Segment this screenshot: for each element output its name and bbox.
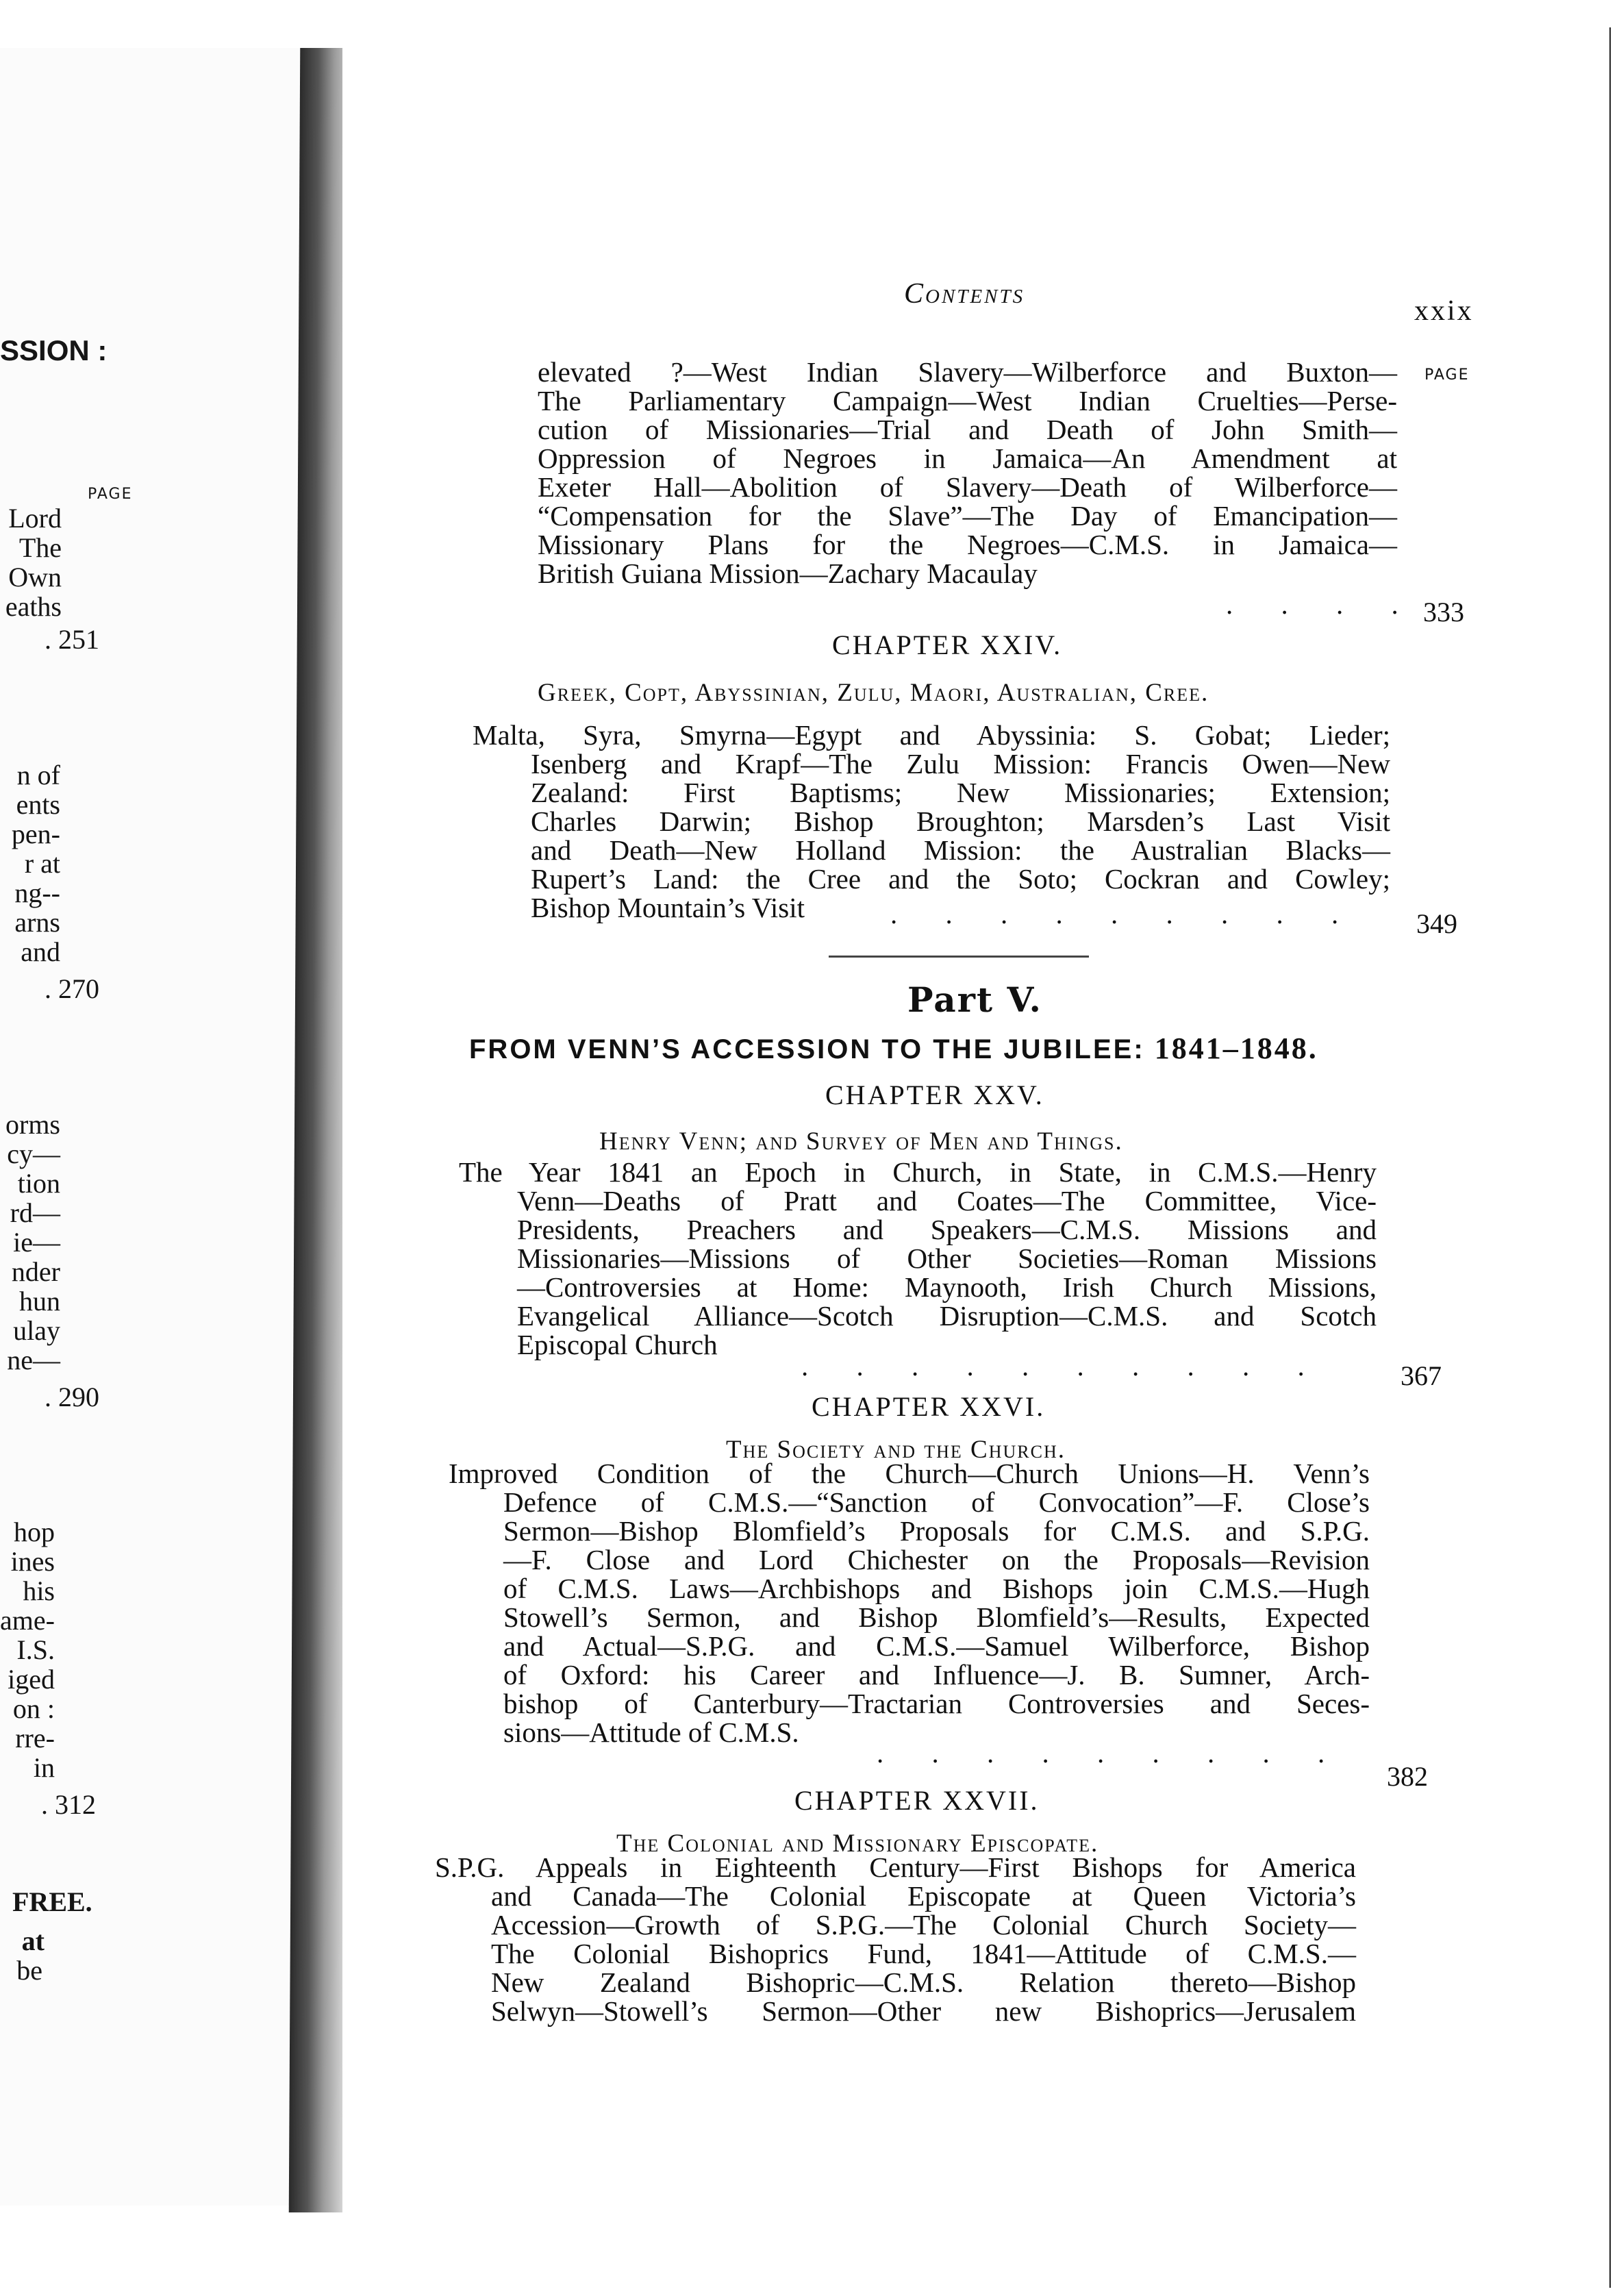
toc-entry-xxv xyxy=(459,1158,1377,1359)
left-line: Lord xyxy=(8,503,62,534)
left-line: and xyxy=(21,936,60,967)
chapter-heading: CHAPTER XXIV. xyxy=(832,629,1063,660)
page-column-label: PAGE xyxy=(1425,366,1470,384)
chapter-subtitle: Greek, Copt, Abyssinian, Zulu, Maori, Australian, Cree. xyxy=(538,679,1209,707)
part-label: Part V. xyxy=(907,979,1042,1020)
toc-line: cution of Missionaries—Trial and Death of John Smith— xyxy=(538,414,1397,445)
section-divider xyxy=(829,956,1089,958)
toc-line: Episcopal Church xyxy=(517,1329,718,1360)
left-line: tion xyxy=(17,1168,60,1199)
toc-line: —Controversies at Home: Maynooth, Irish Church Missions, xyxy=(517,1271,1377,1303)
left-line: nder xyxy=(11,1256,60,1287)
running-header-page-number: xxix xyxy=(1414,295,1474,327)
left-line: ame- xyxy=(0,1605,55,1636)
left-line: orms xyxy=(5,1109,60,1140)
left-heading-fragment: SSION : xyxy=(0,334,108,366)
toc-line: Exeter Hall—Abolition of Slavery—Death of Wilberforce— xyxy=(538,471,1397,503)
left-line: hun xyxy=(19,1286,60,1317)
toc-line: The Parliamentary Campaign—West Indian Cruelties—Perse- xyxy=(538,385,1397,416)
left-line: pen- xyxy=(11,819,60,849)
toc-line: New Zealand Bishopric—C.M.S. Relation thereto—Bishop xyxy=(491,1967,1356,1998)
toc-line: Sermon—Bishop Blomfield’s Proposals for C.M.S. and S.P.G. xyxy=(503,1515,1370,1547)
toc-line: and Death—New Holland Mission: the Australian Blacks— xyxy=(531,834,1390,866)
toc-line: The Colonial Bishoprics Fund, 1841—Attitude of C.M.S.— xyxy=(491,1938,1356,1969)
left-line: arns xyxy=(14,907,60,938)
toc-line: Defence of C.M.S.—“Sanction of Convocation”—F. Close’s xyxy=(503,1486,1370,1518)
toc-entry-xxvi xyxy=(449,1459,1370,1747)
left-page-number: . 312 xyxy=(41,1789,96,1820)
left-line: at xyxy=(21,1925,45,1956)
left-line: cy— xyxy=(7,1138,60,1169)
chapter-subtitle: The Society and the Church. xyxy=(726,1436,1066,1464)
toc-line: Oppression of Negroes in Jamaica—An Amendment at xyxy=(538,442,1397,474)
chapter-heading: CHAPTER XXVI. xyxy=(812,1391,1046,1422)
toc-line: Missionary Plans for the Negroes—C.M.S. in Jamaica— xyxy=(538,529,1397,560)
left-line: ie— xyxy=(13,1227,60,1258)
toc-line: Zealand: First Baptisms; New Missionaries; Extension; xyxy=(531,777,1390,808)
toc-line: Malta, Syra, Smyrna—Egypt and Abyssinia: S. Gobat; Lieder; xyxy=(473,719,1390,751)
toc-line: sions—Attitude of C.M.S. xyxy=(503,1717,799,1748)
toc-line: bishop of Canterbury—Tractarian Controversies and Seces- xyxy=(503,1688,1370,1719)
part-title-text: FROM VENN’S ACCESSION TO THE JUBILEE: xyxy=(469,1034,1145,1064)
toc-line: elevated ?—West Indian Slavery—Wilberforce and Buxton— xyxy=(538,356,1397,388)
toc-line: Charles Darwin; Bishop Broughton; Marsden’s Last Visit xyxy=(531,806,1390,837)
toc-line: of C.M.S. Laws—Archbishops and Bishops join C.M.S.—Hugh xyxy=(503,1573,1370,1604)
leader-dots: . . . . . . . . . . xyxy=(801,1350,1325,1382)
toc-line: Stowell’s Sermon, and Bishop Blomfield’s—Results, Expected xyxy=(503,1601,1370,1633)
toc-line: S.P.G. Appeals in Eighteenth Century—First Bishops for America xyxy=(435,1851,1356,1883)
left-line: n of xyxy=(16,760,60,790)
toc-line: Accession—Growth of S.P.G.—The Colonial Church Society— xyxy=(491,1909,1356,1941)
toc-line: —F. Close and Lord Chichester on the Proposals—Revision xyxy=(503,1544,1370,1575)
toc-line: British Guiana Mission—Zachary Macaulay xyxy=(538,558,1038,589)
left-line: The xyxy=(18,532,62,563)
left-line: ng-- xyxy=(14,877,60,908)
left-page-label: PAGE xyxy=(88,486,133,503)
chapter-subtitle: Henry Venn; and Survey of Men and Things. xyxy=(599,1127,1123,1156)
left-line: ne— xyxy=(7,1345,60,1375)
left-line: rd— xyxy=(10,1197,60,1228)
toc-page-number: 349 xyxy=(1416,908,1457,939)
chapter-heading: CHAPTER XXVII. xyxy=(794,1785,1040,1816)
toc-line: Selwyn—Stowell’s Sermon—Other new Bishoprics—Jerusalem xyxy=(491,1995,1356,2027)
toc-page-number: 382 xyxy=(1387,1761,1428,1792)
toc-line: and Actual—S.P.G. and C.M.S.—Samuel Wilberforce, Bishop xyxy=(503,1630,1370,1662)
toc-line: Bishop Mountain’s Visit xyxy=(531,892,805,923)
left-page-number: . 290 xyxy=(45,1382,99,1412)
chapter-subtitle: The Colonial and Missionary Episcopate. xyxy=(616,1830,1099,1858)
left-line: be xyxy=(16,1955,42,1986)
toc-entry-xxiv xyxy=(473,721,1390,922)
left-line: hop xyxy=(14,1517,55,1547)
left-line: r at xyxy=(24,848,60,879)
part-title xyxy=(469,1031,1318,1066)
toc-entry-xxiii-cont xyxy=(538,358,1397,588)
left-line: rre- xyxy=(15,1723,55,1754)
chapter-heading: CHAPTER XXV. xyxy=(825,1080,1044,1110)
toc-line: “Compensation for the Slave”—The Day of Emancipation— xyxy=(538,500,1397,532)
left-line: his xyxy=(23,1575,55,1606)
left-line: Own xyxy=(8,562,62,592)
toc-line: and Canada—The Colonial Episcopate at Queen Victoria’s xyxy=(491,1880,1356,1912)
toc-line: Isenberg and Krapf—The Zulu Mission: Francis Owen—New xyxy=(531,748,1390,779)
leader-dots: . . . . xyxy=(1226,588,1419,620)
toc-line: Venn—Deaths of Pratt and Coates—The Committee, Vice- xyxy=(517,1185,1377,1216)
left-free-heading: FREE. xyxy=(12,1886,92,1917)
left-line: ines xyxy=(10,1546,55,1577)
leader-dots: . . . . . . . . . xyxy=(890,898,1359,929)
toc-page-number: 367 xyxy=(1401,1360,1442,1391)
left-line: eaths xyxy=(5,591,62,622)
left-line: in xyxy=(33,1752,55,1783)
left-line: I.S. xyxy=(16,1634,55,1665)
left-line: ulay xyxy=(13,1315,60,1346)
toc-page-number: 333 xyxy=(1423,597,1464,627)
left-line: on : xyxy=(12,1693,55,1724)
left-line: ents xyxy=(16,789,60,820)
toc-line: Presidents, Preachers and Speakers—C.M.S. Missions and xyxy=(517,1214,1377,1245)
toc-line: Missionaries—Missions of Other Societies—Roman Missions xyxy=(517,1243,1377,1274)
left-page-number: . 270 xyxy=(45,973,99,1004)
running-header-title: Contents xyxy=(904,278,1025,310)
toc-line: of Oxford: his Career and Influence—J. B. Sumner, Arch- xyxy=(503,1659,1370,1690)
toc-entry-xxvii xyxy=(435,1853,1356,2025)
toc-line: The Year 1841 an Epoch in Church, in State, in C.M.S.—Henry xyxy=(459,1156,1377,1188)
leader-dots: . . . . . . . . . xyxy=(877,1737,1346,1769)
toc-line: Improved Condition of the Church—Church Unions—H. Venn’s xyxy=(449,1458,1370,1489)
left-page-number: . 251 xyxy=(45,624,99,655)
left-line: iged xyxy=(8,1664,55,1695)
toc-line: Rupert’s Land: the Cree and the Soto; Cockran and Cowley; xyxy=(531,863,1390,895)
toc-line: Evangelical Alliance—Scotch Disruption—C.M.S. and Scotch xyxy=(517,1300,1377,1332)
part-years: 1841–1848. xyxy=(1154,1032,1318,1065)
